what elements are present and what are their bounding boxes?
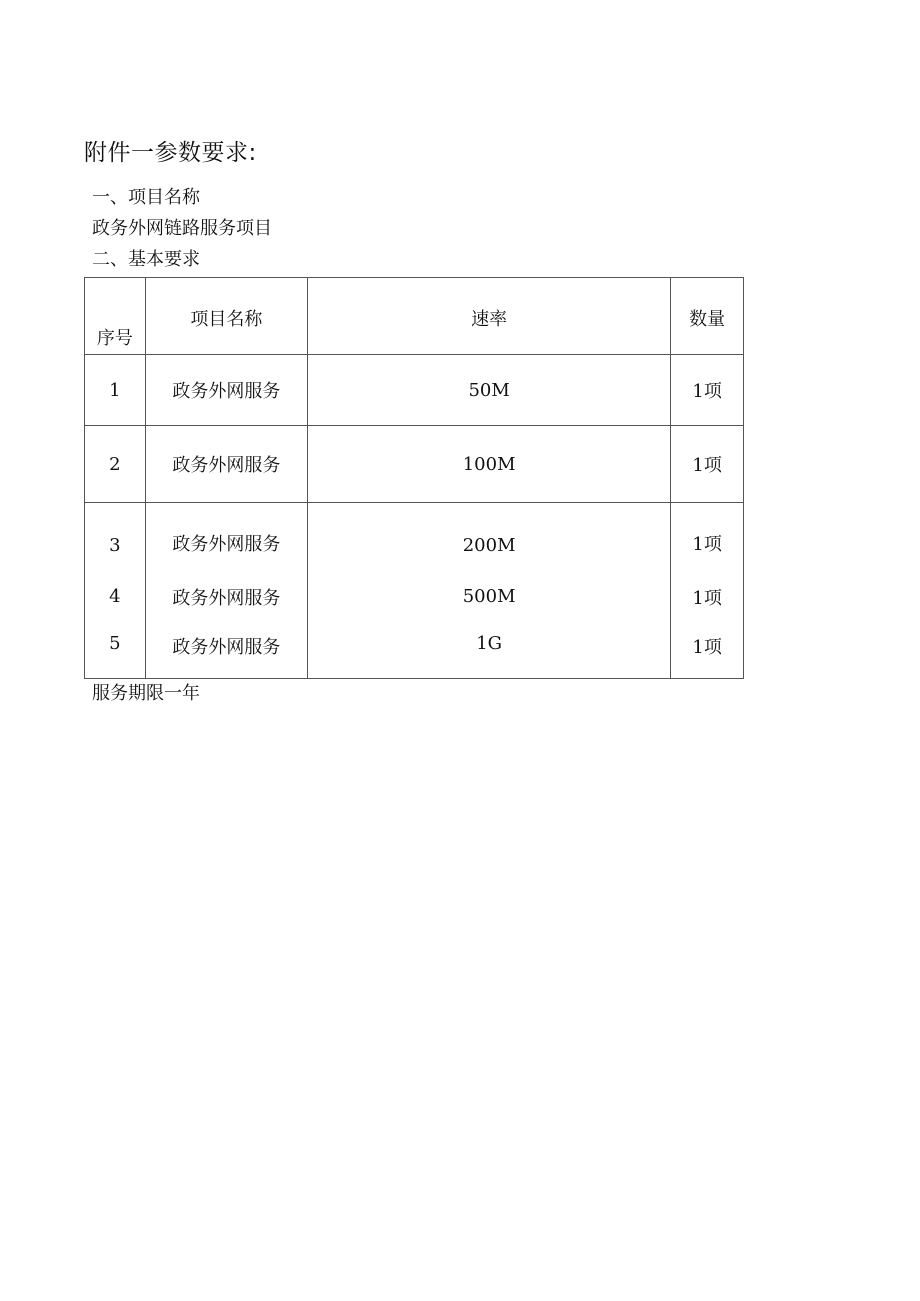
project-name-text: 政务外网链路服务项目 bbox=[92, 218, 272, 239]
section-heading-basic-requirements: 二、基本要求 bbox=[92, 249, 200, 270]
cell-rate: 500M bbox=[462, 586, 516, 607]
cell-name: 政务外网服务 bbox=[172, 533, 281, 555]
cell-name: 政务外网服务 bbox=[145, 355, 307, 426]
requirements-table bbox=[84, 277, 744, 679]
cell-qty: 1项 bbox=[671, 625, 744, 679]
cell-qty: 1项 bbox=[692, 533, 722, 555]
cell-no: 5 bbox=[85, 625, 146, 679]
cell-no: 2 bbox=[85, 426, 146, 503]
cell-rate-wrap bbox=[307, 569, 670, 625]
cell-name: 政务外网服务 bbox=[172, 587, 281, 609]
cell-rate-wrap bbox=[307, 503, 670, 569]
cell-qty: 1项 bbox=[692, 587, 722, 609]
cell-rate: 200M bbox=[462, 534, 516, 556]
cell-no: 4 bbox=[109, 586, 121, 607]
header-no: 序号 bbox=[85, 278, 146, 355]
cell-no: 1 bbox=[85, 355, 146, 426]
table-row bbox=[85, 569, 744, 625]
cell-qty: 1项 bbox=[671, 426, 744, 503]
table-row bbox=[85, 503, 744, 569]
cell-name-wrap bbox=[145, 503, 307, 569]
header-rate: 速率 bbox=[307, 278, 670, 355]
cell-no-wrap bbox=[85, 569, 146, 625]
cell-rate: 1G bbox=[307, 625, 670, 679]
cell-no: 3 bbox=[109, 534, 121, 556]
cell-name: 政务外网服务 bbox=[145, 426, 307, 503]
header-name: 项目名称 bbox=[145, 278, 307, 355]
cell-rate: 50M bbox=[307, 355, 670, 426]
cell-qty-wrap bbox=[671, 503, 744, 569]
table-row bbox=[85, 625, 744, 679]
table-header-row bbox=[85, 278, 744, 355]
cell-no-wrap bbox=[85, 503, 146, 569]
table-row bbox=[85, 355, 744, 426]
cell-name: 政务外网服务 bbox=[145, 625, 307, 679]
cell-rate: 100M bbox=[307, 426, 670, 503]
cell-name-wrap bbox=[145, 569, 307, 625]
header-qty: 数量 bbox=[671, 278, 744, 355]
cell-qty: 1项 bbox=[671, 355, 744, 426]
table-row bbox=[85, 426, 744, 503]
cell-qty-wrap bbox=[671, 569, 744, 625]
service-period-note: 服务期限一年 bbox=[92, 683, 200, 704]
page-title: 附件一参数要求: bbox=[84, 140, 257, 166]
section-heading-project-name: 一、项目名称 bbox=[92, 187, 200, 208]
